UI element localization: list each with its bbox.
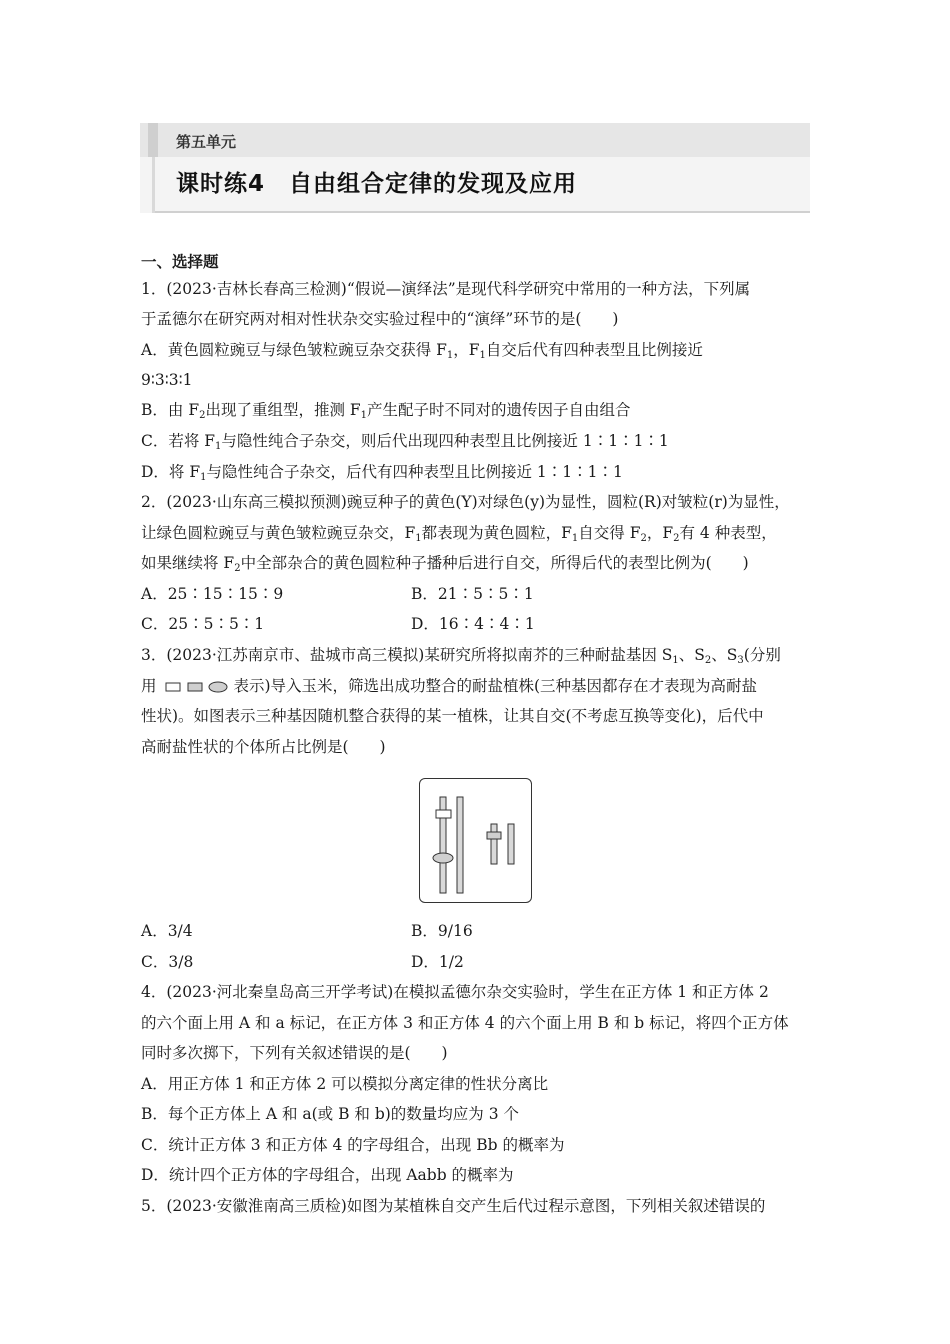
subscript: 1: [215, 441, 222, 452]
q2-stem-line3: [141, 553, 749, 579]
q2-option-d: D．16∶4∶4∶1: [411, 615, 535, 633]
q3-l2-text-2: 表示)导入玉米，筛选出成功整合的耐盐植株(三种基因都存在才表现为高耐盐: [233, 677, 758, 695]
subscript: 2: [640, 533, 647, 544]
chromosome-left-2: [457, 797, 463, 893]
q4-stem-line2: 的六个面上用 A 和 a 标记，在正方体 3 和正方体 4 的六个面上用 B 和 b 标记，将四个正方体: [141, 1014, 789, 1032]
subscript: 1: [415, 533, 422, 544]
q5-stem-line1: 5．(2023·安徽淮南高三质检)如图为某植株自交产生后代过程示意图，下列相关叙述错误的: [141, 1197, 766, 1215]
section-heading: 一、选择题: [141, 253, 219, 271]
lesson-title: 课时练4 自由组合定律的发现及应用: [176, 171, 578, 197]
q3-l1-text-1: 3．(2023·江苏南京市、盐城市高三模拟)某研究所将拟南芥的三种耐盐基因 S: [141, 646, 673, 664]
gene-s2-on-chromosome: [487, 832, 501, 839]
q4-stem-line3: 同时多次掷下，下列有关叙述错误的是( ): [141, 1044, 448, 1062]
q1-b-text-3: 产生配子时不同对的遗传因子自由组合: [367, 401, 631, 419]
gene-s1-on-chromosome: [436, 810, 451, 818]
q1-b-text-1: B．由 F: [141, 401, 200, 419]
q3-l1-text-2: 、S: [678, 646, 705, 664]
gene-s1-symbol: [166, 683, 180, 691]
q2-stem-line2: [141, 523, 777, 549]
gene-s2-symbol: [188, 683, 202, 691]
subscript: 1: [360, 410, 368, 421]
chromosome-right-2: [508, 824, 514, 864]
q1-option-a: [141, 340, 703, 366]
q3-option-c: C．3/8: [141, 953, 194, 971]
q2-l3-text-1: 如果继续将 F: [141, 554, 235, 572]
header-bottom-line: [155, 211, 810, 213]
subscript: 3: [737, 655, 744, 666]
q3-stem-line2: [141, 676, 757, 696]
subscript: 2: [704, 655, 712, 666]
q3-option-a: A．3/4: [141, 922, 193, 940]
q2-l2-text-5: 有 4 种表型，: [679, 524, 777, 542]
subscript: 1: [446, 350, 454, 361]
q3-stem-line4: 高耐盐性状的个体所占比例是( ): [141, 738, 386, 756]
q1-option-c: [141, 431, 669, 457]
q3-l1-text-3: 、S: [711, 646, 738, 664]
q2-option-b: B．21∶5∶5∶1: [411, 585, 534, 603]
header-accent-bar: [148, 123, 158, 157]
q1-option-d: [141, 462, 623, 488]
q2-l2-text-3: 自交得 F: [578, 524, 641, 542]
q3-stem-line1: [141, 645, 781, 671]
q2-l3-text-2: 中全部杂合的黄色圆粒种子播种后进行自交，所得后代的表型比例为( ): [240, 554, 749, 572]
q1-a-text-2: ，F: [453, 341, 480, 359]
gene-symbols-legend: [161, 679, 233, 695]
q3-option-b: B．9/16: [411, 922, 473, 940]
q4-option-c: C．统计正方体 3 和正方体 4 的字母组合，出现 Bb 的概率为: [141, 1136, 565, 1154]
chromosome-figure: [419, 778, 532, 903]
q1-option-b: [141, 400, 631, 426]
unit-label: 第五单元: [176, 133, 237, 151]
lesson-header: [140, 123, 810, 213]
q4-option-b: B．每个正方体上 A 和 a(或 B 和 b)的数量均应为 3 个: [141, 1105, 520, 1123]
subscript: 2: [234, 563, 241, 574]
subscript: 1: [571, 533, 579, 544]
subscript: 1: [479, 350, 486, 361]
q1-d-text-1: D．将 F: [141, 463, 201, 481]
header-top-band: [140, 123, 810, 157]
subscript: 2: [199, 410, 206, 421]
q1-d-text-2: 与隐性纯合子杂交，后代有四种表型且比例接近 1∶1∶1∶1: [206, 463, 623, 481]
subscript: 2: [673, 533, 680, 544]
q3-l1-text-4: (分别: [743, 646, 781, 664]
q1-a-text-3: 自交后代有四种表型且比例接近: [485, 341, 703, 359]
q2-option-a: A．25∶15∶15∶9: [141, 585, 284, 603]
q1-option-a-line2: 9∶3∶3∶1: [141, 371, 193, 389]
q3-option-d: D．1/2: [411, 953, 464, 971]
q2-l2-text-1: 让绿色圆粒豌豆与黄色皱粒豌豆杂交，F: [141, 524, 416, 542]
chromosome-diagram: [420, 779, 531, 902]
q4-stem-line1: 4．(2023·河北秦皇岛高三开学考试)在模拟孟德尔杂交实验时，学生在正方体 1 和正方体 2: [141, 983, 769, 1001]
q2-stem-line1: 2．(2023·山东高三模拟预测)豌豆种子的黄色(Y)对绿色(y)为显性，圆粒(R)对皱粒(r)为显性，: [141, 493, 790, 511]
q1-a-text-1: A．黄色圆粒豌豆与绿色皱粒豌豆杂交获得 F: [141, 341, 447, 359]
q2-l2-text-2: 都表现为黄色圆粒，F: [421, 524, 572, 542]
q1-c-text-1: C．若将 F: [141, 432, 216, 450]
q3-l2-text-1: 用: [141, 677, 157, 695]
q3-stem-line3: 性状)。如图表示三种基因随机整合获得的某一植株，让其自交(不考虑互换等变化)，后代中: [141, 707, 764, 725]
chromosome-right-1: [491, 824, 497, 864]
q2-l2-text-4: ，F: [646, 524, 674, 542]
q1-stem-line2: 于孟德尔在研究两对相对性状杂交实验过程中的“演绎”环节的是( ): [141, 310, 619, 328]
subscript: 1: [672, 655, 679, 666]
q1-c-text-2: 与隐性纯合子杂交，则后代出现四种表型且比例接近 1∶1∶1∶1: [221, 432, 669, 450]
subscript: 1: [200, 472, 207, 483]
q1-b-text-2: 出现了重组型，推测 F: [205, 401, 361, 419]
gene-s3-on-chromosome: [433, 853, 453, 863]
header-side-line: [152, 157, 155, 213]
q4-option-a: A．用正方体 1 和正方体 2 可以模拟分离定律的性状分离比: [141, 1075, 549, 1093]
gene-s3-symbol: [209, 682, 227, 692]
q2-option-c: C．25∶5∶5∶1: [141, 615, 265, 633]
q4-option-d: D．统计四个正方体的字母组合，出现 Aabb 的概率为: [141, 1166, 514, 1184]
q1-stem-line1: 1．(2023·吉林长春高三检测)“假说—演绎法”是现代科学研究中常用的一种方法，下列属: [141, 280, 751, 298]
